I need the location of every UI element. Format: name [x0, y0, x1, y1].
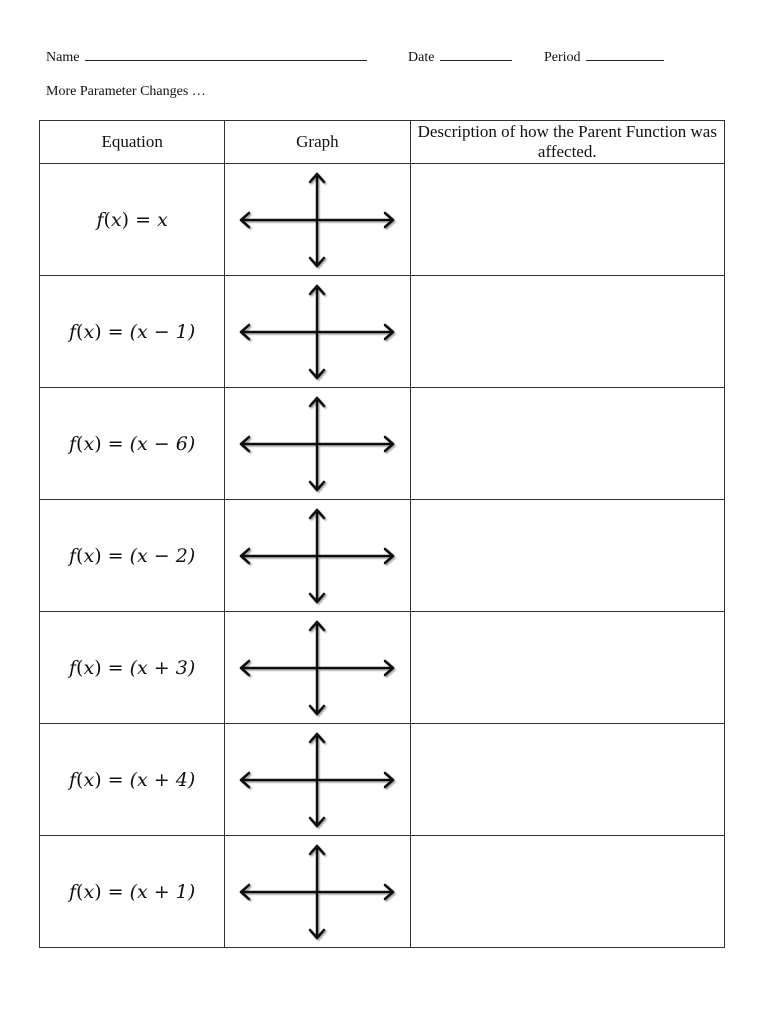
table-row — [40, 500, 725, 612]
description-cell[interactable] — [410, 836, 724, 948]
graph-cell[interactable] — [225, 500, 410, 612]
close-paren: ) — [94, 432, 102, 455]
description-cell[interactable] — [410, 724, 724, 836]
equals-sign: = — [101, 320, 130, 343]
coordinate-axes-icon — [235, 618, 399, 718]
open-paren: ( — [76, 432, 84, 455]
function-variable: x — [83, 656, 95, 679]
table-row — [40, 836, 725, 948]
table-row — [40, 164, 725, 276]
equals-sign: = — [101, 656, 130, 679]
function-name: f — [69, 432, 77, 455]
graph-cell[interactable] — [225, 164, 410, 276]
description-cell[interactable] — [410, 388, 724, 500]
equals-sign: = — [129, 208, 158, 231]
function-variable: x — [83, 432, 95, 455]
period-field[interactable] — [544, 46, 664, 66]
header-line — [46, 46, 726, 66]
equals-sign: = — [101, 768, 130, 791]
worksheet-table — [39, 120, 725, 948]
header-equation: Equation — [40, 121, 225, 164]
function-name: f — [69, 544, 77, 567]
header-graph: Graph — [225, 121, 410, 164]
period-blank[interactable] — [586, 46, 664, 61]
function-name: f — [69, 656, 77, 679]
equation-cell — [40, 164, 225, 276]
function-rhs: (x − 1) — [129, 320, 196, 343]
open-paren: ( — [76, 320, 84, 343]
open-paren: ( — [76, 656, 84, 679]
description-cell[interactable] — [410, 500, 724, 612]
equals-sign: = — [101, 544, 130, 567]
function-rhs: (x + 1) — [129, 880, 196, 903]
header-description: Description of how the Parent Function was affected. — [410, 121, 724, 164]
close-paren: ) — [94, 880, 102, 903]
close-paren: ) — [94, 656, 102, 679]
coordinate-axes-icon — [235, 842, 399, 942]
open-paren: ( — [76, 880, 84, 903]
function-name: f — [69, 320, 77, 343]
date-blank[interactable] — [440, 46, 512, 61]
open-paren: ( — [103, 208, 111, 231]
function-rhs: (x + 4) — [129, 768, 196, 791]
function-variable: x — [83, 768, 95, 791]
date-label: Date — [408, 50, 435, 65]
function-rhs: (x − 2) — [129, 544, 196, 567]
graph-cell[interactable] — [225, 724, 410, 836]
graph-cell[interactable] — [225, 836, 410, 948]
close-paren: ) — [94, 320, 102, 343]
function-variable: x — [110, 208, 122, 231]
equals-sign: = — [101, 432, 130, 455]
function-rhs: x — [157, 208, 168, 231]
table-row — [40, 612, 725, 724]
description-cell[interactable] — [410, 164, 724, 276]
table-row — [40, 388, 725, 500]
coordinate-axes-icon — [235, 730, 399, 830]
function-variable: x — [83, 320, 95, 343]
equation-cell — [40, 500, 225, 612]
graph-cell[interactable] — [225, 388, 410, 500]
function-rhs: (x + 3) — [129, 656, 196, 679]
equation-cell — [40, 276, 225, 388]
table-header-row — [40, 121, 725, 164]
equation-cell — [40, 388, 225, 500]
equation-cell — [40, 724, 225, 836]
date-field[interactable] — [408, 46, 512, 66]
name-field[interactable] — [46, 46, 367, 66]
function-name: f — [96, 208, 104, 231]
close-paren: ) — [121, 208, 130, 231]
coordinate-axes-icon — [235, 170, 399, 270]
table-row — [40, 276, 725, 388]
equals-sign: = — [101, 880, 130, 903]
open-paren: ( — [76, 544, 84, 567]
function-name: f — [69, 880, 77, 903]
graph-cell[interactable] — [225, 276, 410, 388]
function-variable: x — [83, 544, 95, 567]
period-label: Period — [544, 50, 581, 65]
table-row — [40, 724, 725, 836]
description-cell[interactable] — [410, 276, 724, 388]
name-blank[interactable] — [85, 46, 367, 61]
equation-cell — [40, 836, 225, 948]
worksheet-subtitle: More Parameter Changes … — [46, 84, 206, 99]
name-label: Name — [46, 50, 80, 65]
equation-cell — [40, 612, 225, 724]
description-cell[interactable] — [410, 612, 724, 724]
function-rhs: (x − 6) — [129, 432, 196, 455]
coordinate-axes-icon — [235, 394, 399, 494]
graph-cell[interactable] — [225, 612, 410, 724]
close-paren: ) — [94, 544, 102, 567]
coordinate-axes-icon — [235, 506, 399, 606]
open-paren: ( — [76, 768, 84, 791]
function-name: f — [69, 768, 77, 791]
coordinate-axes-icon — [235, 282, 399, 382]
close-paren: ) — [94, 768, 102, 791]
function-variable: x — [83, 880, 95, 903]
